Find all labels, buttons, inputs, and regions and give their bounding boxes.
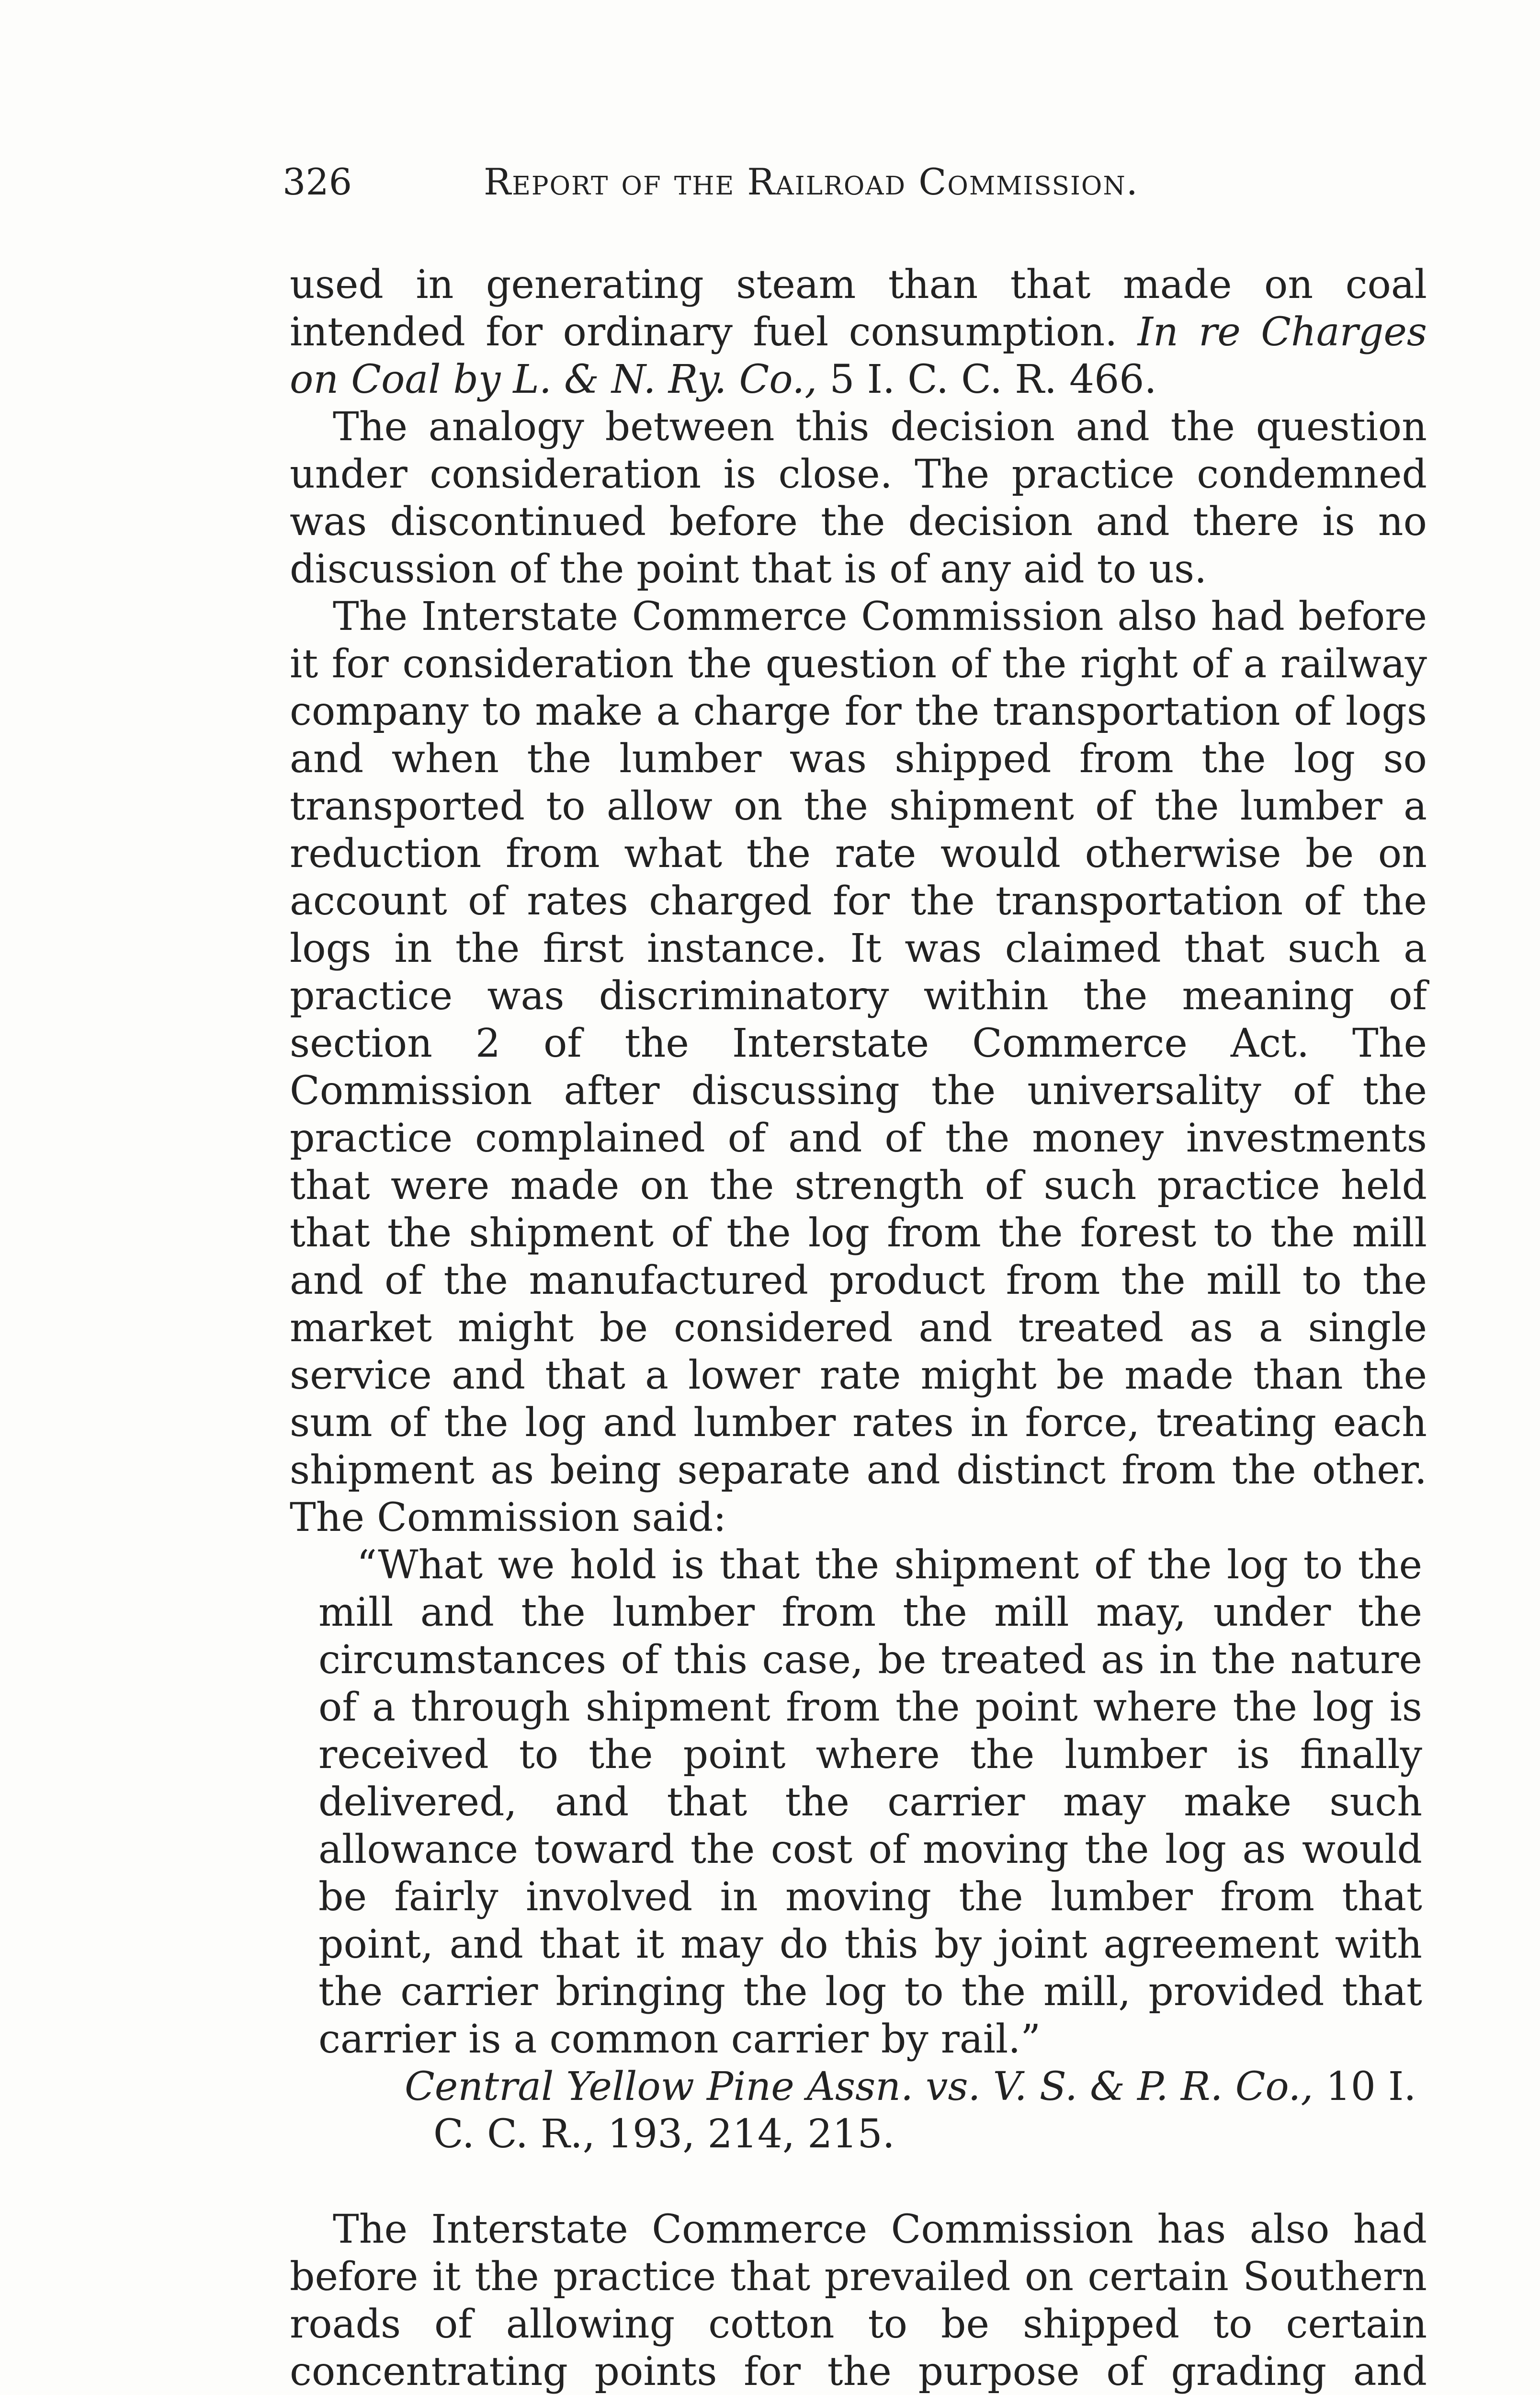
running-head: Report of the Railroad Commission. <box>484 160 1139 203</box>
paragraph-2: The analogy between this decision and the question under consideration is close. The practice condemned was discontinued before the decision and there is no discussion of the point that is of any aid to us. <box>290 404 1427 592</box>
case-citation-italic: In re Charges on Coal by L. & N. Ry. Co., <box>290 309 1427 402</box>
citation-case-name: Central Yellow Pine Assn. vs. V. S. & P. R. Co., <box>405 2064 1314 2110</box>
citation-volume: 10 I. <box>1313 2064 1416 2110</box>
page-number: 326 <box>283 160 352 203</box>
quote-citation <box>290 2063 1422 2158</box>
final-paragraph: The Interstate Commerce Commission has also had before it the practice that prevailed on certain Southern roads of allowing cotton to be shipped to certain concentrating points for the purpose of grading and <box>290 2207 1427 2395</box>
paragraph-1: used in generating steam than that made on coal intended for ordinary fuel consumption. In re Charges on Coal by L. & N. Ry. Co., 5 I. C. C. R. 466. <box>290 262 1427 402</box>
block-quote: “What we hold is that the shipment of the log to the mill and the lumber from the mill may, under the circumstances of this case, be treated as in the nature of a through shipment from the point where the log is received to the point where the lumber is finally delivered, and that the carrier may make such allowance toward the cost of moving the log as would be fairly involved in moving the lumber from that point, and that it may do this by joint agreement with the carrier bringing the log to the mill, provided that carrier is a common carrier by rail.” <box>318 1542 1422 2062</box>
page-header <box>283 156 1245 208</box>
paragraph-3: The Interstate Commerce Commission also had before it for consideration the question of the right of a railway company to make a charge for the transportation of logs and when the lumber was shipped from the log so transported to allow on the shipment of the lumber a reduction from what the rate would otherwise be on account of rates charged for the transportation of the logs in the first instance. It was claimed that such a practice was discriminatory within the meaning of section 2 of the Interstate Commerce Act. The Commission after discussing the universality of the practice complained of and of the money investments that were made on the strength of such practice held that the shipment of the log from the forest to the mill and of the manufactured product from the mill to the market might be considered and treated as a single service and that a lower rate might be made than the sum of the log and lumber rates in force, treating each shipment as being separate and distinct from the other. The Commission said: <box>290 594 1427 1540</box>
section-gap <box>290 2158 1427 2206</box>
citation-reporter: C. C. R., 193, 214, 215. <box>433 2111 895 2157</box>
page-body <box>290 261 1427 2395</box>
